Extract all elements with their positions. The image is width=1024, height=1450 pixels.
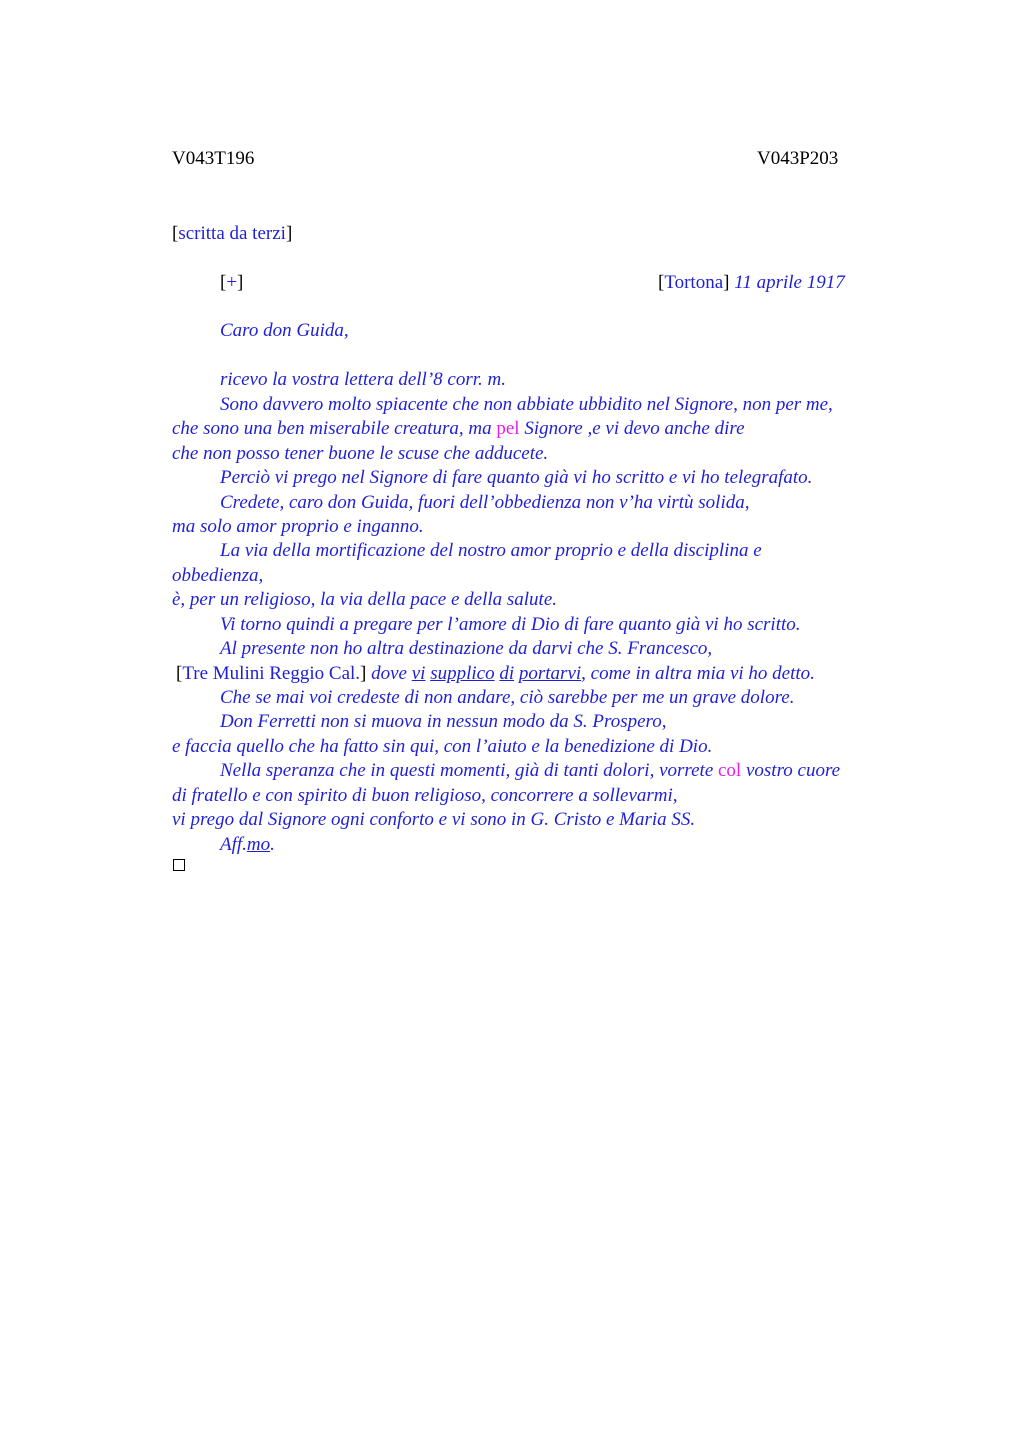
bracket-close: ]: [285, 223, 293, 244]
cross-symbol: +: [226, 272, 238, 293]
underlined-word: supplico: [430, 663, 495, 684]
body-line-7: ma solo amor proprio e inganno.: [172, 516, 424, 537]
text-segment: Nella speranza che in questi momenti, già di tanti dolori, vorrete: [220, 760, 718, 781]
place-name: Tre Mulini Reggio Cal.: [182, 663, 361, 684]
underlined-word: portarvi: [518, 663, 582, 684]
correction-highlight: col: [718, 760, 742, 781]
body-line-9: obbedienza,: [172, 565, 264, 586]
body-line-19: vi prego dal Signore ogni conforto e vi sono in G. Cristo e Maria SS.: [172, 809, 696, 830]
bracket-open: [: [658, 272, 665, 293]
correction-highlight: pel: [496, 418, 520, 439]
underlined-word: vi: [411, 663, 426, 684]
body-line-1: ricevo la vostra lettera dell’8 corr. m.: [220, 369, 507, 390]
bracket-close: ]: [723, 272, 730, 293]
closing: [220, 835, 275, 854]
place-name: Tortona: [664, 272, 724, 293]
body-line-15: Don Ferretti non si muova in nessun modo da S. Prospero,: [220, 711, 667, 732]
text-segment: che sono una ben miserabile creatura, ma: [172, 418, 497, 439]
body-line-8: La via della mortificazione del nostro amor proprio e della disciplina e: [220, 540, 762, 561]
body-line-6: Credete, caro don Guida, fuori dell’obbedienza non v’ha virtù solida,: [220, 492, 750, 513]
cross-mark: [220, 273, 243, 292]
body-line-13: [176, 664, 815, 683]
body-line-12: Al presente non ho altra destinazione da darvi che S. Francesco,: [220, 638, 713, 659]
text-segment: dove: [366, 663, 412, 684]
bracket-open: [: [220, 272, 227, 293]
bracket-open: [: [176, 663, 183, 684]
editorial-note: [172, 224, 292, 243]
underlined-word: di: [499, 663, 515, 684]
text-segment: Signore ,e vi devo anche dire: [519, 418, 745, 439]
letter-date: 11 aprile 1917: [734, 272, 845, 293]
body-line-4: che non posso tener buone le scuse che adducete.: [172, 443, 549, 464]
body-line-17: [220, 761, 840, 780]
document-code-left: V043T196: [172, 148, 255, 169]
body-line-2: Sono davvero molto spiacente che non abbiate ubbidito nel Signore, non per me,: [220, 394, 833, 415]
note-text: scritta da terzi: [178, 223, 286, 244]
body-line-14: Che se mai voi credeste di non andare, ciò sarebbe per me un grave dolore.: [220, 687, 795, 708]
body-line-11: Vi torno quindi a pregare per l’amore di Dio di fare quanto già vi ho scritto.: [220, 614, 801, 635]
closing-text: Aff.: [220, 834, 247, 855]
bracket-close: ]: [237, 272, 244, 293]
body-line-10: è, per un religioso, la via della pace e della salute.: [172, 589, 558, 610]
body-line-18: di fratello e con spirito di buon religioso, concorrere a sollevarmi,: [172, 785, 678, 806]
body-line-3: [172, 419, 745, 438]
text-segment: , come in altra mia vi ho detto.: [581, 663, 815, 684]
bracket-open: [: [172, 223, 179, 244]
bracket-close: ]: [360, 663, 367, 684]
salutation: Caro don Guida,: [220, 320, 349, 341]
document-code-right: V043P203: [757, 148, 839, 169]
place-date: [658, 273, 845, 292]
text-segment: vostro cuore: [741, 760, 841, 781]
underlined-abbreviation: mo: [246, 834, 271, 855]
body-line-5: Perciò vi prego nel Signore di fare quanto già vi ho scritto e vi ho telegrafato.: [220, 467, 813, 488]
body-line-16: e faccia quello che ha fatto sin qui, con l’aiuto e la benedizione di Dio.: [172, 736, 713, 757]
closing-period: .: [270, 834, 275, 855]
square-marker-icon: [173, 859, 185, 871]
